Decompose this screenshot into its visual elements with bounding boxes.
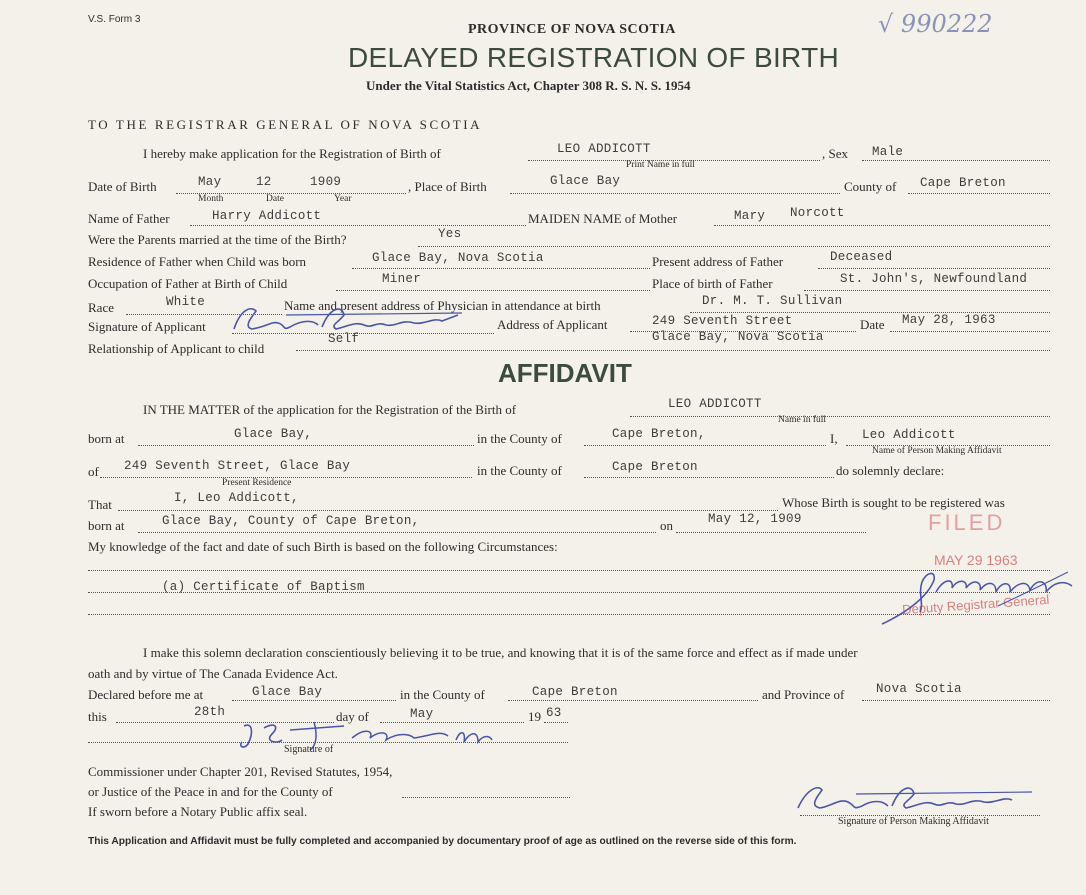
applicant-address-2: Glace Bay, Nova Scotia: [652, 330, 824, 344]
declared-county-line: [508, 700, 758, 701]
born-at2-label: born at: [88, 518, 125, 533]
form-number: V.S. Form 3: [88, 14, 141, 25]
print-name-caption: Print Name in full: [626, 160, 695, 170]
whose-birth-text: Whose Birth is sought to be registered was: [782, 495, 1005, 510]
residence-county: Cape Breton: [612, 460, 698, 474]
applicant-signature-label: Signature of Applicant: [88, 319, 206, 334]
born-at-label: born at: [88, 431, 125, 446]
county-value: Cape Breton: [920, 176, 1006, 190]
commissioner-line-3: If sworn before a Notary Public affix seal.: [88, 804, 308, 819]
father-name: Harry Addicott: [212, 209, 322, 223]
file-number: √ 990222: [878, 10, 993, 38]
born-at-value: Glace Bay,: [234, 427, 313, 441]
commissioner-signature-image: [234, 716, 498, 756]
place-line: [510, 193, 840, 194]
declare-text: do solemnly declare:: [836, 463, 945, 478]
this-label: this: [88, 709, 107, 724]
relationship-value: Self: [328, 332, 360, 346]
father-birthplace: St. John's, Newfoundland: [840, 272, 1028, 286]
dob-label: Date of Birth: [88, 179, 157, 194]
that-label: That: [88, 497, 112, 512]
affidavit-title: AFFIDAVIT: [498, 358, 632, 388]
year-suffix: 63: [546, 706, 562, 720]
application-intro: I hereby make application for the Registration of Birth of: [143, 146, 441, 161]
date-caption: Date: [266, 194, 284, 204]
year-line: [544, 722, 568, 723]
day-value: 28th: [194, 705, 226, 719]
born-county-label: in the County of: [477, 431, 562, 446]
father-occupation: Miner: [382, 272, 422, 286]
place-of-birth: Glace Bay: [550, 174, 621, 188]
born-at2-line: [138, 532, 656, 533]
filed-stamp-date: MAY 29 1963: [934, 552, 1018, 568]
residence-line: [352, 268, 650, 269]
declared-at-value: Glace Bay: [252, 685, 323, 699]
county-label: County of: [844, 179, 897, 194]
father-residence: Glace Bay, Nova Scotia: [372, 251, 544, 265]
sex-line: [862, 160, 1050, 161]
race-label: Race: [88, 300, 114, 315]
father-line: [190, 225, 526, 226]
mother-last: Norcott: [790, 206, 845, 220]
residence-caption: Present Residence: [222, 478, 292, 488]
married-label: Were the Parents married at the time of the Birth?: [88, 232, 347, 247]
mother-line: [714, 225, 1050, 226]
present-address-label: Present address of Father: [652, 254, 784, 269]
occupation-label: Occupation of Father at Birth of Child: [88, 276, 288, 291]
year-caption: Year: [334, 194, 352, 204]
day-of-label: day of: [336, 709, 369, 724]
that-text: I, Leo Addicott,: [174, 491, 299, 505]
born-at-line: [138, 445, 474, 446]
form-subtitle: Under the Vital Statistics Act, Chapter 308 R. S. N. S. 1954: [366, 78, 691, 93]
commissioner-line-1: Commissioner under Chapter 201, Revised Statutes, 1954,: [88, 764, 393, 779]
solemn-line-1: I make this solemn declaration conscientiously believing it to be true, and knowing that it is of the same force and effect as if made under: [143, 645, 858, 660]
born-at2-value: Glace Bay, County of Cape Breton,: [162, 514, 420, 528]
form-title: DELAYED REGISTRATION OF BIRTH: [348, 42, 839, 73]
on-label: on: [660, 518, 673, 533]
deputy-registrar-caption: Deputy Registrar General: [901, 591, 1050, 618]
declared-at-label: Declared before me at: [88, 687, 204, 702]
residence-county-line: [584, 477, 834, 478]
matter-name: LEO ADDICOTT: [668, 397, 762, 411]
mother-label: MAIDEN NAME of Mother: [528, 211, 678, 226]
county-line: [908, 193, 1050, 194]
father-label: Name of Father: [88, 211, 170, 226]
date-label: Date: [860, 317, 885, 332]
i-label: I,: [830, 431, 838, 446]
affiant-residence: 249 Seventh Street, Glace Bay: [124, 459, 351, 473]
married-line: [418, 246, 1050, 247]
affiant-name: Leo Addicott: [862, 428, 956, 442]
sex-label: , Sex: [822, 146, 848, 161]
jp-county-line: [402, 797, 570, 798]
affiant-name-caption: Name of Person Making Affidavit: [872, 446, 1002, 456]
month-value: May: [410, 707, 434, 721]
year-prefix: 19: [528, 709, 541, 724]
dob-year: 1909: [310, 175, 342, 189]
declared-county-value: Cape Breton: [532, 685, 618, 699]
sex-value: Male: [872, 145, 904, 159]
knowledge-text: My knowledge of the fact and date of such Birth is based on the following Circumstances:: [88, 539, 558, 554]
declared-at-line: [232, 700, 396, 701]
relationship-line: [296, 350, 1050, 351]
race-value: White: [166, 295, 206, 309]
circumstance-text: (a) Certificate of Baptism: [162, 580, 365, 594]
occupation-line: [336, 290, 650, 291]
province-value: Nova Scotia: [876, 682, 962, 696]
father-present-address: Deceased: [830, 250, 893, 264]
physician-label: Name and present address of Physician in attendance at birth: [284, 298, 601, 313]
commissioner-line-2: or Justice of the Peace in and for the County of: [88, 784, 333, 799]
dob-month: May: [198, 175, 222, 189]
declared-county-label: in the County of: [400, 687, 485, 702]
deputy-registrar-signature: [878, 552, 1078, 632]
born-county-value: Cape Breton,: [612, 427, 706, 441]
physician-name: Dr. M. T. Sullivan: [702, 294, 843, 308]
matter-text: IN THE MATTER of the application for the Registration of the Birth of: [143, 402, 517, 417]
father-birthplace-label: Place of birth of Father: [652, 276, 773, 291]
applicant-address-1: 249 Seventh Street: [652, 314, 793, 328]
physician-line: [690, 312, 1050, 313]
province-label: and Province of: [762, 687, 845, 702]
relationship-label: Relationship of Applicant to child: [88, 341, 265, 356]
on-date: May 12, 1909: [708, 512, 802, 526]
residence-county-label: in the County of: [477, 463, 562, 478]
affiant-signature-caption: Signature of Person Making Affidavit: [838, 816, 989, 827]
applicant-address-label: Address of Applicant: [497, 317, 608, 332]
married-value: Yes: [438, 227, 462, 241]
matter-line: [630, 416, 1050, 417]
addressee: TO THE REGISTRAR GENERAL OF NOVA SCOTIA: [88, 117, 483, 132]
present-address-line: [818, 268, 1050, 269]
place-label: , Place of Birth: [408, 179, 487, 194]
month-caption: Month: [198, 194, 224, 204]
date-line: [890, 331, 1050, 332]
filed-stamp: FILED: [928, 510, 1006, 535]
dob-day: 12: [256, 175, 272, 189]
residence-label: Residence of Father when Child was born: [88, 254, 307, 269]
signature-of-caption: Signature of: [284, 744, 334, 755]
child-name: LEO ADDICOTT: [557, 142, 651, 156]
born-county-line: [584, 445, 826, 446]
application-date: May 28, 1963: [902, 313, 996, 327]
solemn-line-2: oath and by virtue of The Canada Evidence Act.: [88, 666, 338, 681]
father-birthplace-line: [804, 290, 1050, 291]
province-line: [862, 700, 1050, 701]
footer-instructions: This Application and Affidavit must be fully completed and accompanied by documentary proof of age as outlined on the reverse side of this form.: [88, 836, 797, 847]
on-date-line: [676, 532, 866, 533]
province-heading: PROVINCE OF NOVA SCOTIA: [468, 22, 676, 37]
of-label: of: [88, 464, 99, 479]
name-in-full-caption: Name in full: [778, 415, 827, 425]
mother-first: Mary: [734, 209, 766, 223]
that-line: [118, 510, 778, 511]
